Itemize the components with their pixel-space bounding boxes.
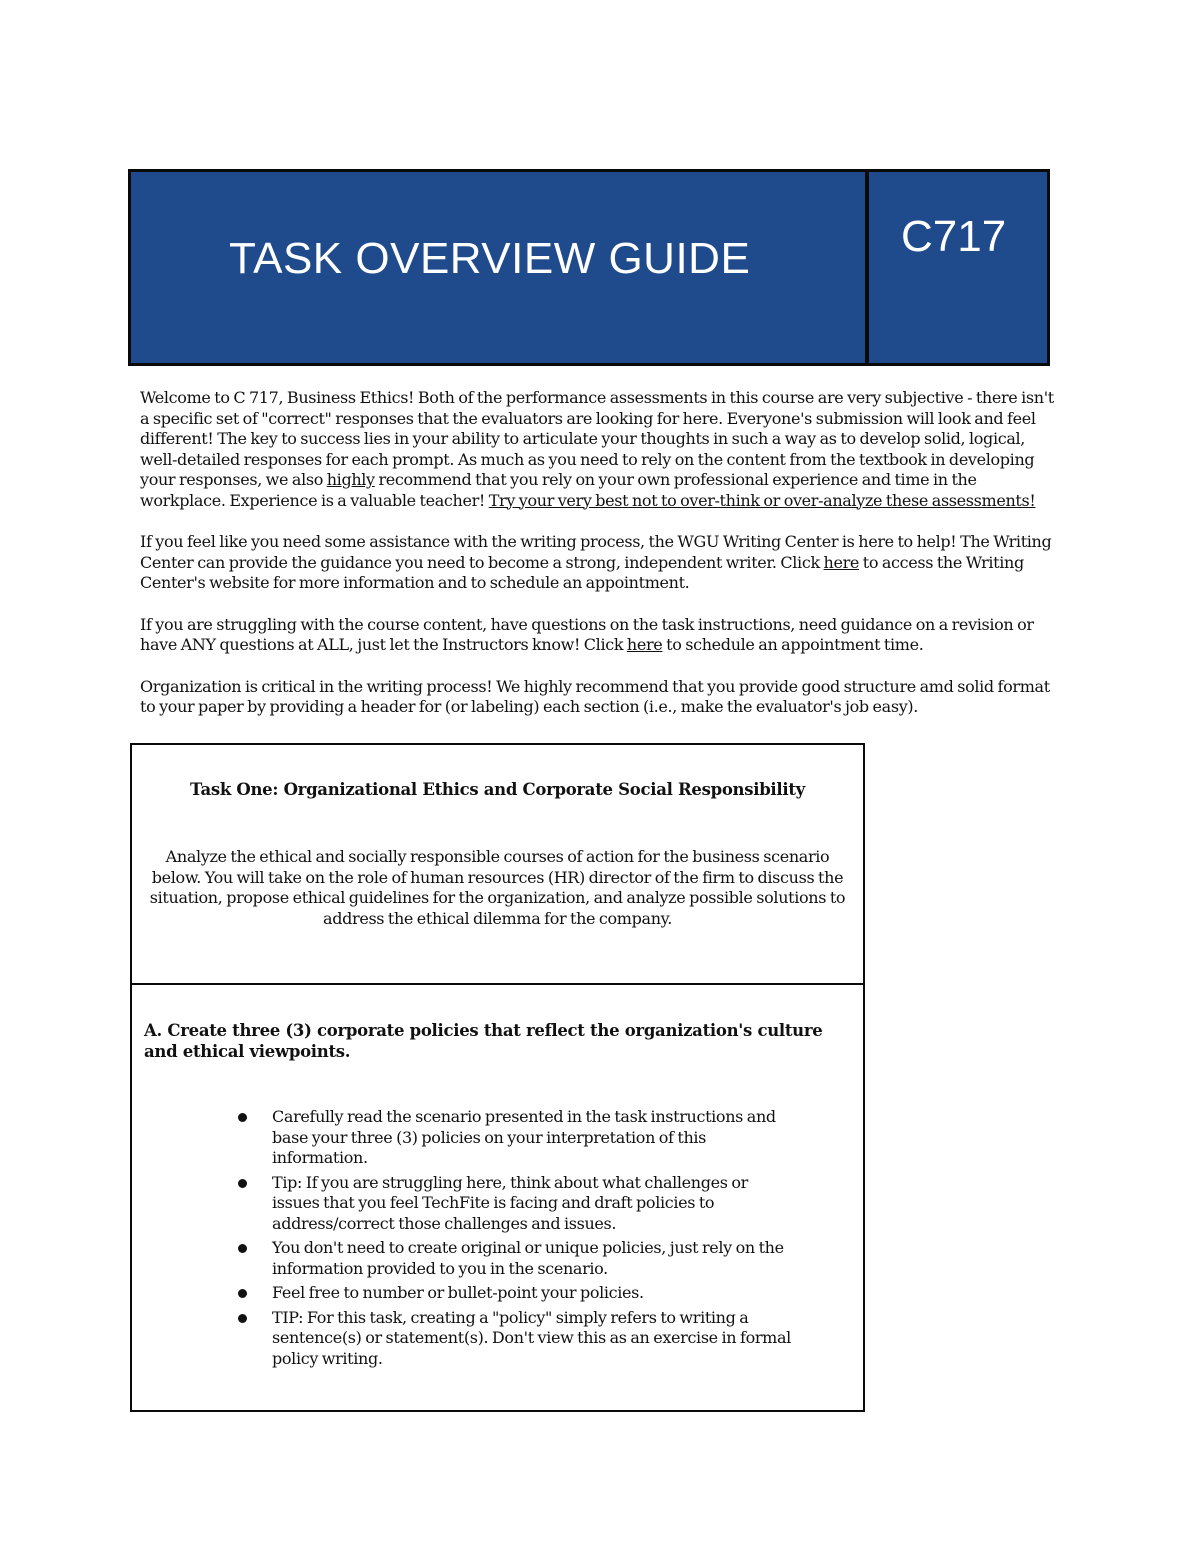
list-item [234, 1107, 794, 1169]
emphasis-advice: Try your very best not to over-think or over-analyze these assessments! [488, 490, 1036, 510]
task-description: Analyze the ethical and socially responsible courses of action for the business scenario below. You will take on the role of human resources (HR) director of the firm to discuss the situation, propose ethical guidelines for the organization, and analyze possible solutions to address the ethical dilemma for the company. [149, 847, 846, 928]
emphasis-highly: highly [326, 470, 375, 489]
intro-paragraph-welcome [140, 388, 1060, 511]
bullet-icon [238, 1113, 247, 1122]
bullet-icon [238, 1314, 247, 1323]
intro-text: recommend that you rely on your own professional experience and time in the workplace. Experience is a valuable teacher! [140, 470, 977, 510]
appointment-link[interactable]: here [626, 635, 663, 654]
list-item [234, 1173, 794, 1235]
task-title: Task One: Organizational Ethics and Corporate Social Responsibility [190, 780, 805, 799]
header-code-cell [869, 172, 1047, 363]
task-header-cell [132, 745, 863, 985]
intro-paragraph-instructors [140, 615, 1060, 656]
list-item [234, 1283, 794, 1304]
bullet-text: TIP: For this task, creating a "policy" simply refers to writing a sentence(s) or statement(s). Don't view this as an exercise in formal policy writing. [272, 1307, 791, 1368]
header-title-cell [131, 172, 869, 363]
page-title: TASK OVERVIEW GUIDE [229, 234, 751, 283]
intro-paragraph-organization: Organization is critical in the writing process! We highly recommend that you provide good structure amd solid format to your paper by providing a header for (or labeling) each section (i.e., make the evaluator's job easy). [140, 676, 1050, 716]
task-box [130, 743, 865, 1412]
intro-section [140, 388, 1060, 739]
header-banner [128, 169, 1050, 366]
bullet-text: Feel free to number or bullet-point your policies. [272, 1283, 644, 1302]
bullet-icon [238, 1289, 247, 1298]
section-a-heading: A. Create three (3) corporate policies that reflect the organization's culture and ethical viewpoints. [144, 1021, 823, 1061]
list-item [234, 1238, 794, 1279]
list-item [234, 1308, 794, 1370]
writing-center-link[interactable]: here [823, 552, 860, 572]
bullet-text: You don't need to create original or unique policies, just rely on the information provided to you in the scenario. [272, 1238, 784, 1278]
intro-text: If you feel like you need some assistance with the writing process, the WGU Writing Center is here to help! The Writing Center can provide the guidance you need to become a strong, independent writer. Click [140, 532, 1052, 572]
bullet-icon [238, 1179, 247, 1188]
bullet-text: Carefully read the scenario presented in the task instructions and base your three (3) policies on your interpretation of this information. [272, 1107, 776, 1167]
course-code: C717 [901, 212, 1007, 261]
bullet-icon [238, 1244, 247, 1253]
intro-text: to access the Writing Center's website for more information and to schedule an appointment. [140, 552, 1024, 592]
intro-text: to schedule an appointment time. [662, 635, 924, 654]
intro-text: If you are struggling with the course content, have questions on the task instructions, need guidance on a revision or have ANY questions at ALL, just let the Instructors know! Click [140, 614, 1034, 654]
section-a-bullets [234, 1107, 794, 1373]
bullet-text: Tip: If you are struggling here, think about what challenges or issues that you feel TechFite is facing and draft policies to address/correct those challenges and issues. [272, 1172, 748, 1233]
intro-paragraph-writing-center [140, 532, 1060, 594]
intro-text: Welcome to C 717, Business Ethics! Both of the performance assessments in this course are very subjective - there isn't a specific set of "correct" responses that the evaluators are looking for here. Everyone's submission will look and feel different! The key to success lies in your ability to articulate your thoughts in such a way as to develop solid, logical, well-detailed responses for each prompt. As much as you need to rely on the content from the textbook in developing your responses, we also [140, 388, 1054, 489]
